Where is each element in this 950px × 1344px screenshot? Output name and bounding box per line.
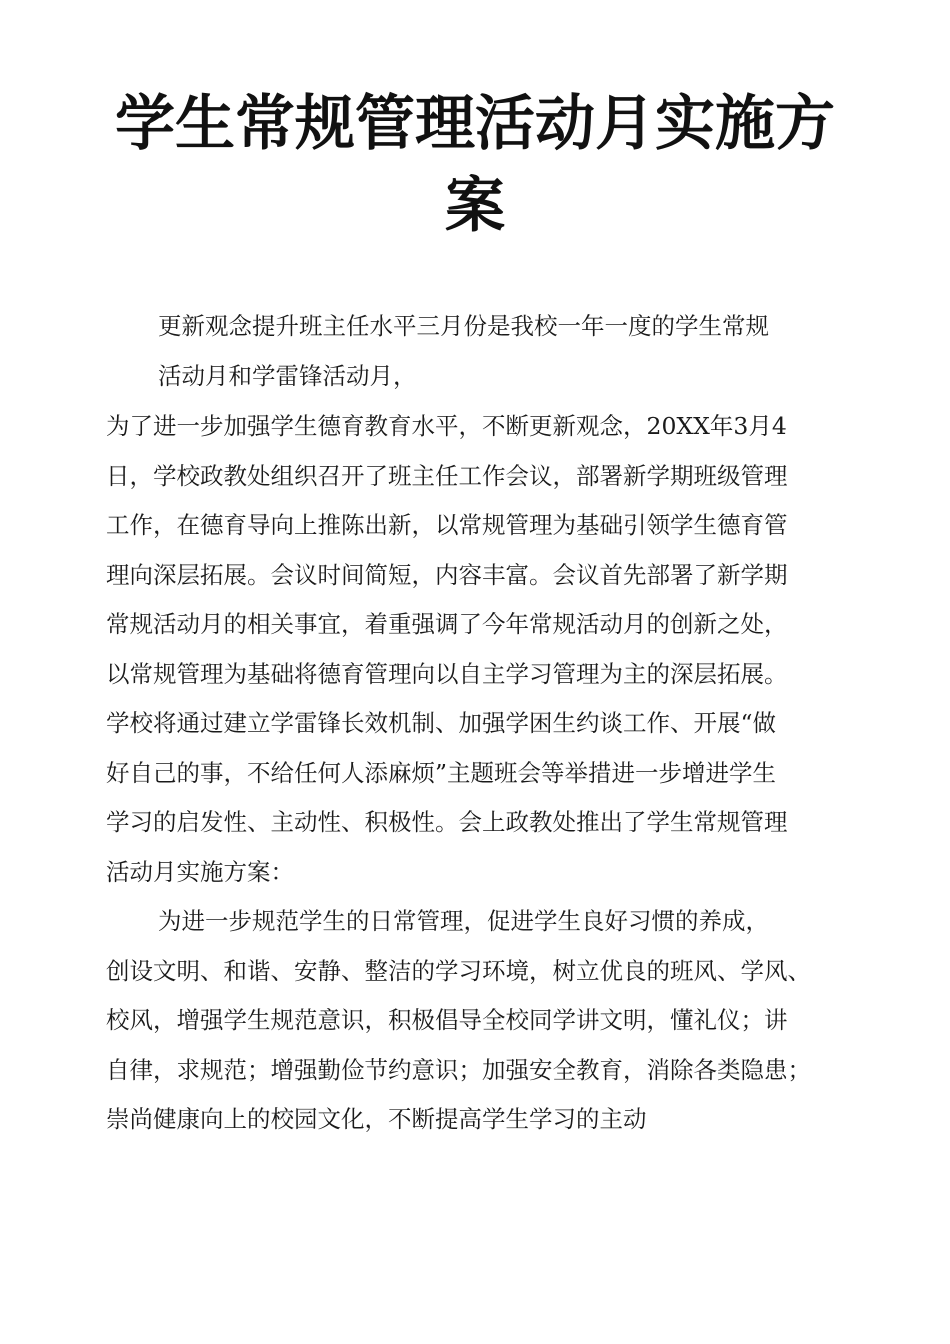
body-line: 为进一步规范学生的日常管理，促进学生良好习惯的养成，: [158, 907, 769, 935]
body-line: 活动月和学雷锋活动月，: [158, 362, 417, 390]
body-line: 好自己的事，不给任何人添麻烦”主题班会等举措进一步增进学生: [106, 759, 777, 787]
body-line: 为了进一步加强学生德育教育水平，不断更新观念，20XX年3月4: [106, 412, 787, 440]
body-line: 学习的启发性、主动性、积极性。会上政教处推出了学生常规管理: [106, 808, 788, 836]
body-line: 更新观念提升班主任水平三月份是我校一年一度的学生常规: [158, 312, 769, 340]
document-title-line-1: 学生常规管理活动月实施方: [115, 89, 835, 159]
body-line: 理向深层拓展。会议时间简短，内容丰富。会议首先部署了新学期: [106, 561, 788, 589]
body-line: 日，学校政教处组织召开了班主任工作会议，部署新学期班级管理: [106, 462, 788, 490]
body-line: 常规活动月的相关事宜，着重强调了今年常规活动月的创新之处，: [106, 610, 788, 638]
body-line: 学校将通过建立学雷锋长效机制、加强学困生约谈工作、开展“做: [106, 709, 777, 737]
document-title-line-2: 案: [445, 171, 505, 241]
body-line: 以常规管理为基础将德育管理向以自主学习管理为主的深层拓展。: [106, 660, 788, 688]
body-line: 创设文明、和谐、安静、整洁的学习环境，树立优良的班风、学风、: [106, 957, 811, 985]
body-line: 工作，在德育导向上推陈出新，以常规管理为基础引领学生德育管: [106, 511, 788, 539]
body-line: 校风，增强学生规范意识，积极倡导全校同学讲文明，懂礼仪；讲: [106, 1006, 788, 1034]
body-line: 自律，求规范；增强勤俭节约意识；加强安全教育，消除各类隐患；: [106, 1056, 811, 1084]
body-line: 活动月实施方案：: [106, 858, 294, 886]
body-line: 崇尚健康向上的校园文化，不断提高学生学习的主动: [106, 1105, 647, 1133]
